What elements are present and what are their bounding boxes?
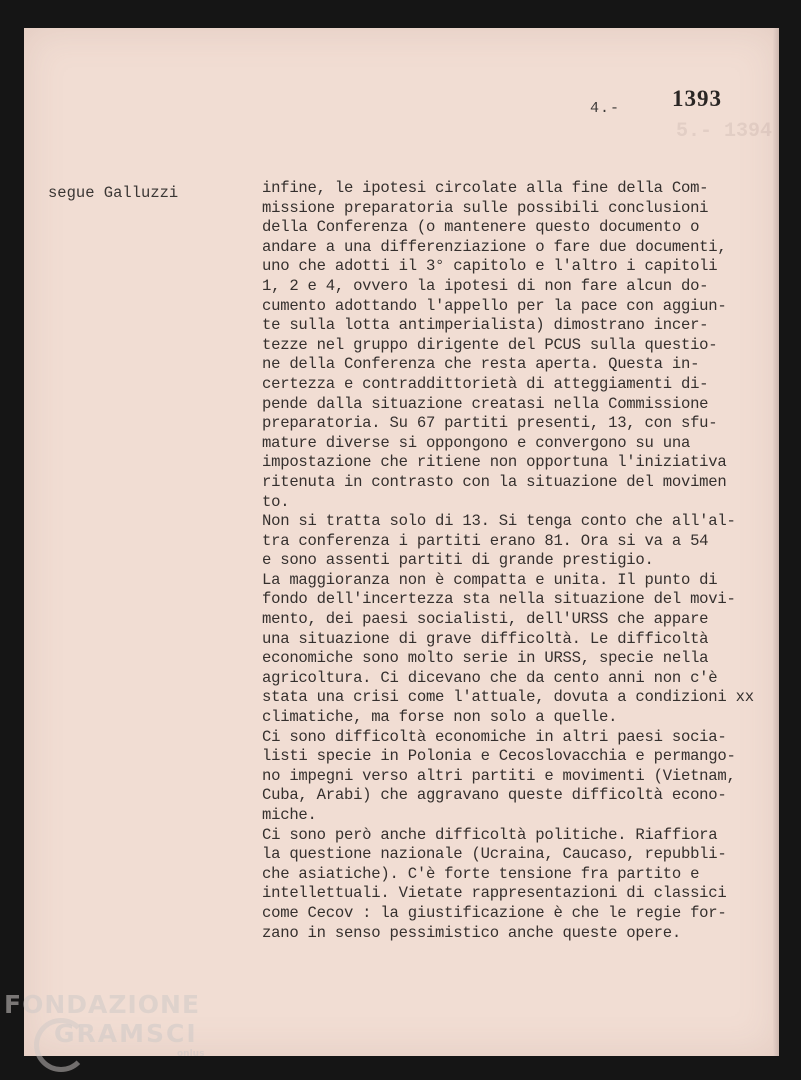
text-line: una situazione di grave difficoltà. Le difficoltà [262,629,709,648]
document-page [24,28,779,1056]
text-line: Ci sono difficoltà economiche in altri paesi socia- [262,727,727,746]
watermark-line3: onlus [177,1049,205,1059]
text-line: no impegni verso altri partiti e movimenti (Vietnam, [262,766,736,785]
text-line: certezza e contraddittorietà di atteggiamenti di- [262,374,709,393]
text-line: La maggioranza non è compatta e unita. Il punto di [262,570,718,589]
text-line: ne della Conferenza che resta aperta. Questa in- [262,355,700,374]
text-line: impostazione che ritiene non opportuna l'iniziativa [262,453,727,472]
text-line: agricoltura. Ci dicevano che da cento anni non c'è [262,668,718,687]
page-number: 4.- [590,100,621,117]
text-line: missione preparatoria sulle possibili conclusioni [262,198,709,217]
speaker-label: segue Galluzzi [48,184,179,202]
text-line: miche. [262,806,317,824]
text-line: 1, 2 e 4, ovvero la ipotesi di non fare alcun do- [262,276,709,295]
text-line: listi specie in Polonia e Cecoslovacchia e permango- [262,747,736,766]
text-line: che asiatiche). C'è forte tensione fra partito e [262,864,700,883]
fondazione-gramsci-watermark [4,990,205,1059]
text-line: stata una crisi come l'attuale, dovuta a condizioni xx [262,688,754,707]
text-line: tra conferenza i partiti erano 81. Ora si va a 54 [262,531,709,550]
text-line: zano in senso pessimistico anche queste opere. [262,923,681,942]
text-line: come Cecov : la giustificazione è che le regie for- [262,903,727,922]
gramsci-logo-icon [34,1018,88,1072]
text-line: intellettuali. Vietate rappresentazioni di classici [262,884,727,903]
watermark-line1: FONDAZIONE [4,990,201,1019]
show-through-text: 5.- 1394 [676,120,773,143]
text-line: la questione nazionale (Ucraina, Caucaso, repubbli- [262,845,727,864]
text-line: uno che adotti il 3° capitolo e l'altro i capitoli [262,257,718,276]
text-line: te sulla lotta antimperialista) dimostrano incer- [262,316,709,335]
text-line: andare a una differenziazione o fare due documenti, [262,237,727,256]
text-line: pende dalla situazione creatasi nella Commissione [262,394,709,413]
text-line: economiche sono molto serie in URSS, specie nella [262,649,709,668]
text-line: cumento adottando l'appello per la pace con aggiun- [262,296,727,315]
text-line: to. [262,492,290,511]
text-line: della Conferenza (o mantenere questo documento o [262,218,700,237]
page-edge [773,28,779,1056]
text-line: infine, le ipotesi circolate alla fine della Com- [262,179,709,197]
text-line: Ci sono però anche difficoltà politiche. Riaffiora [262,825,718,844]
text-line: mature diverse si oppongono e convergono su una [262,433,691,452]
text-line: Cuba, Arabi) che aggravano queste difficoltà econo- [262,786,727,805]
text-line: preparatoria. Su 67 partiti presenti, 13, con sfu- [262,414,718,433]
text-line: ritenuta in contrasto con la situazione del movimen [262,472,727,491]
text-line: tezze nel gruppo dirigente del PCUS sulla questio- [262,335,718,354]
text-line: climatiche, ma forse non solo a quelle. [262,708,618,727]
body-text [262,179,762,943]
text-line: mento, dei paesi socialisti, dell'URSS che appare [262,610,709,629]
text-line: fondo dell'incertezza sta nella situazione del movi- [262,590,736,609]
watermark-line2: GRAMSCI [54,1019,198,1048]
text-line: e sono assenti partiti di grande prestigio. [262,551,654,570]
text-line: Non si tratta solo di 13. Si tenga conto che all'al- [262,512,736,531]
document-number: 1393 [672,86,722,111]
